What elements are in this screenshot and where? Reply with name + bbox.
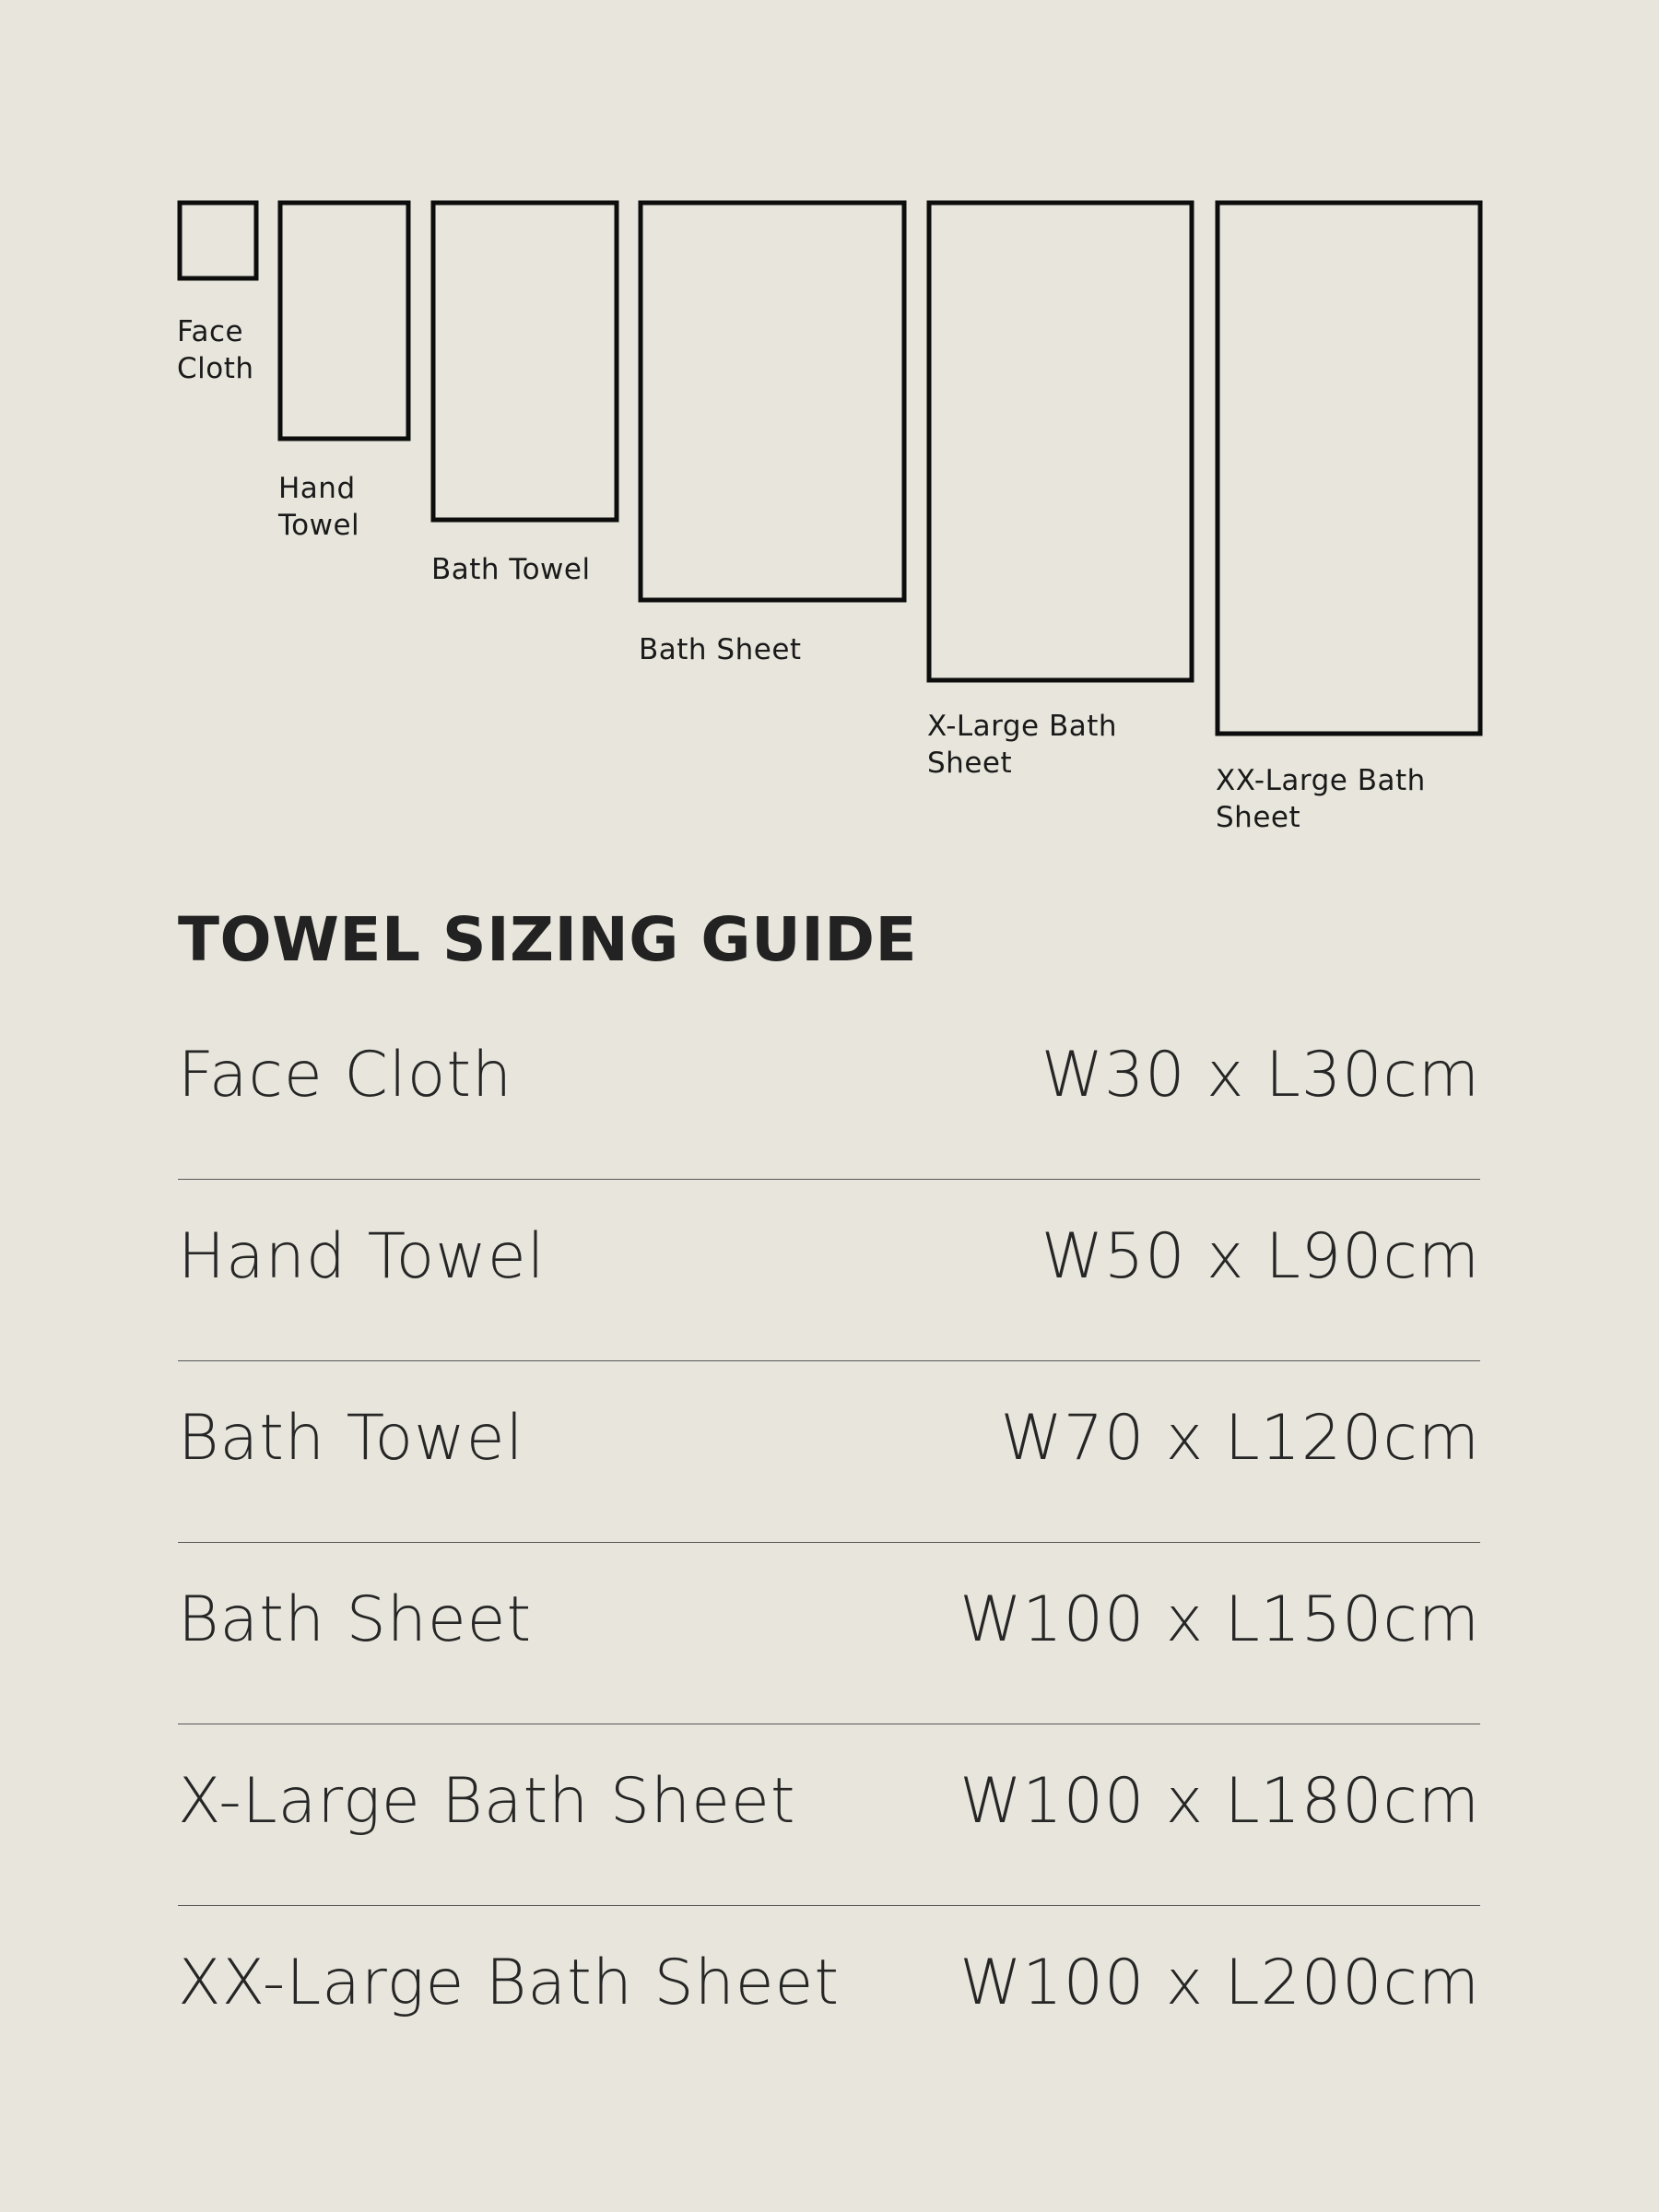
- towel-outline-bath-sheet: [639, 203, 904, 666]
- svg-text:Hand Towel: [277, 472, 365, 542]
- towel-name: Bath Sheet: [178, 1583, 533, 1656]
- diagram-label-x-large-bath-sheet-line-2: Sheet: [927, 747, 1013, 780]
- diagram-label-face-cloth-line-2: Cloth: [177, 352, 254, 385]
- diagram-label-hand-towel-line-2: Towel: [278, 509, 360, 542]
- diagram-label-x-large-bath-sheet-line-1: X-Large Bath: [927, 710, 1118, 743]
- svg-text:Face Cloth: [177, 315, 254, 385]
- sizing-row-hand-towel: [178, 1180, 1480, 1361]
- towel-outline-xx-large-bath-sheet: [1216, 203, 1480, 834]
- towel-dimensions: W50 x L90cm: [1041, 1219, 1480, 1293]
- sizing-row-bath-towel: [178, 1361, 1480, 1543]
- sizing-row-xx-large-bath-sheet: [178, 1906, 1480, 2088]
- svg-text:Bath Sheet: [639, 633, 802, 666]
- sizing-row-face-cloth: [178, 998, 1480, 1180]
- towel-outline-hand-towel: [277, 203, 408, 542]
- towel-dimensions: W30 x L30cm: [1041, 1038, 1480, 1112]
- towel-outline-x-large-bath-sheet: [927, 203, 1192, 780]
- towel-dimensions: W100 x L180cm: [959, 1764, 1480, 1838]
- diagram-label-bath-sheet-line-1: Bath Sheet: [639, 633, 802, 666]
- towel-size-diagram: [0, 0, 1659, 885]
- sizing-row-x-large-bath-sheet: [178, 1724, 1480, 1906]
- diagram-label-xx-large-bath-sheet-line-2: Sheet: [1216, 801, 1301, 834]
- diagram-label-face-cloth-line-1: Face: [177, 315, 244, 348]
- towel-dimensions: W100 x L150cm: [959, 1583, 1480, 1656]
- diagram-label-hand-towel-line-1: Hand: [278, 472, 356, 505]
- towel-name: Hand Towel: [178, 1219, 546, 1293]
- towel-name: XX-Large Bath Sheet: [178, 1947, 841, 2019]
- page-title: TOWEL SIZING GUIDE: [178, 904, 918, 975]
- towel-name: Face Cloth: [178, 1038, 513, 1112]
- towel-name: Bath Towel: [178, 1401, 524, 1475]
- towel-name: X-Large Bath Sheet: [178, 1764, 796, 1838]
- sizing-table: [178, 998, 1480, 2088]
- svg-text:Bath Towel: [431, 553, 591, 586]
- sizing-row-bath-sheet: [178, 1543, 1480, 1724]
- diagram-label-xx-large-bath-sheet-line-1: XX-Large Bath: [1216, 764, 1426, 797]
- svg-text:XX-Large Bath Sheet: [1216, 764, 1435, 834]
- diagram-label-bath-towel-line-1: Bath Towel: [431, 553, 591, 586]
- towel-outline-face-cloth: [177, 203, 256, 385]
- towel-outline-bath-towel: [431, 203, 617, 586]
- svg-text:X-Large Bath Sheet: [927, 710, 1126, 780]
- towel-dimensions: W100 x L200cm: [959, 1947, 1480, 2019]
- towel-dimensions: W70 x L120cm: [1000, 1401, 1480, 1475]
